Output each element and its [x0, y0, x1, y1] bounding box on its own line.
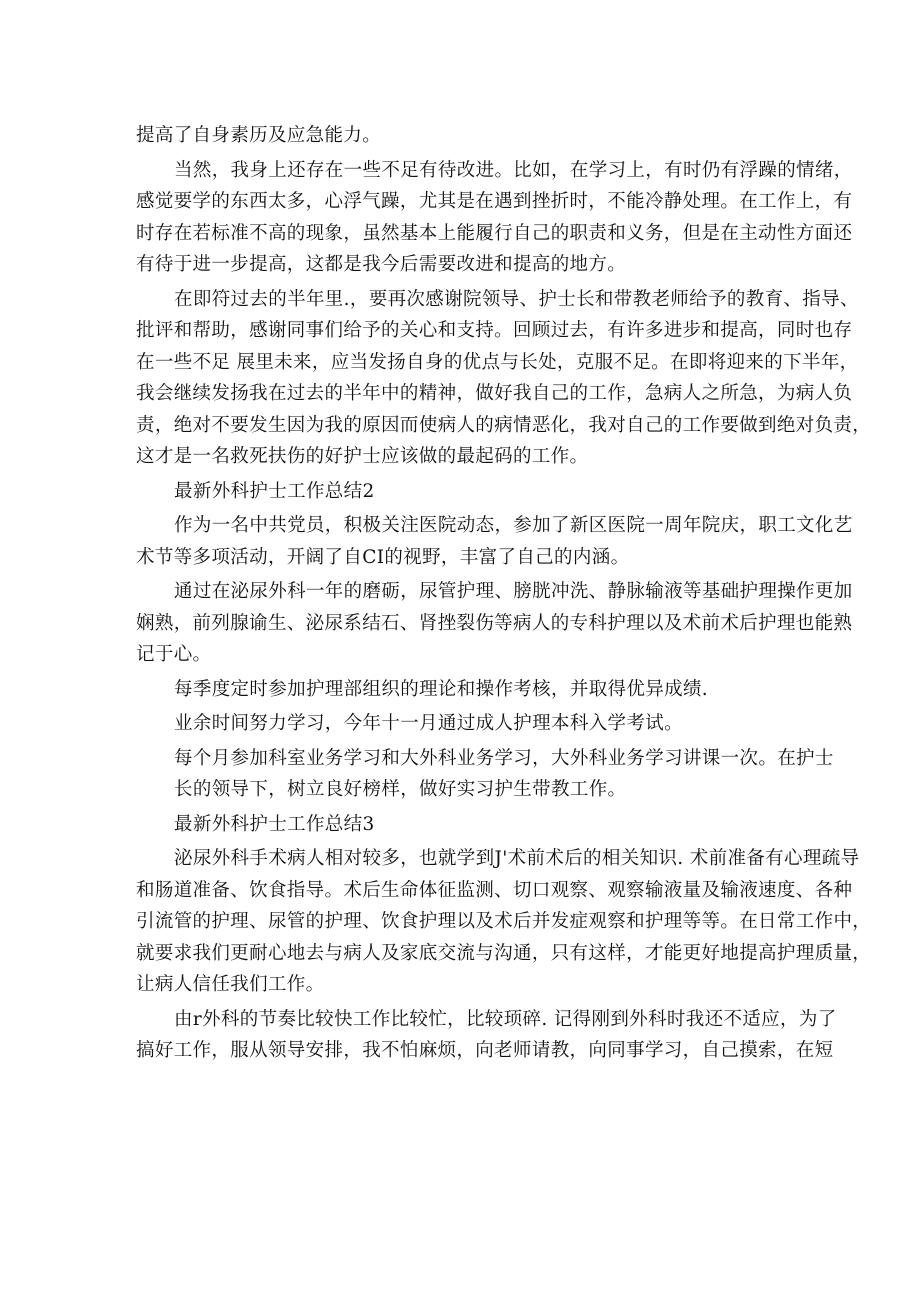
paragraph	[136, 843, 872, 1001]
text-line: 每个月参加科室业务学习和大外科业务学习，大外科业务学习讲课一次。在护士	[174, 747, 834, 769]
text-line: 搞好工作，服从领导安排，我不怕麻烦，向老师请教，向同事学习，自己摸索，在短	[136, 1040, 834, 1061]
text-line: 在一些不足 展里未来，应当发扬自身的优点与长处，克服不足。在即将迎来的下半年，	[136, 351, 859, 373]
text-line: 感觉要学的东西太多，心浮气躁，尤其是在遇到挫折时，不能冷静处理。在工作上，有	[136, 191, 853, 212]
paragraph	[136, 155, 853, 281]
paragraph-gap	[136, 1067, 784, 1070]
text-line: 就要求我们更耐心地去与病人及家底交流与沟通，只有这样，才能更好地提高护理质量，	[136, 942, 872, 964]
text-line: 最新外科护士工作总结3	[174, 813, 375, 835]
text-line: 批评和帮助，感谢同事们给予的关心和支持。回顾过去，有许多进步和提高，同时也存	[136, 320, 853, 341]
paragraph	[136, 576, 853, 671]
text-line: 泌尿外科手术病人相对较多，也就学到J'术前术后的相关知识. 术前准备有心理疏导	[174, 848, 860, 869]
paragraph	[136, 708, 784, 740]
text-line: 长的领导下，树立良好榜样，做好实习护生带教工作。	[174, 779, 627, 800]
text-line: 在即符过去的半年里.，要再次感谢院领导、护士长和带教老师给予的教育、指导、	[174, 288, 859, 310]
text-line: 和肠道准备、饮食指导。术后生命体征监测、切口观察、观察输液量及输液速度、各种	[136, 879, 853, 901]
text-line: 有待于进一步提高，这都是我今后需要改进和提高的地方。	[136, 254, 627, 275]
text-line: 提高了自身素历及应急能力。	[136, 125, 382, 146]
paragraph	[136, 674, 784, 706]
text-line: 业余时间努力学习，今年十一月通过成人护理本科入学考试。	[174, 713, 683, 734]
paragraph	[136, 510, 853, 573]
text-line: 由r外科的节奏比较快工作比较忙，比较顼碎. 记得刚到外科时我还不适应，为了	[174, 1008, 837, 1030]
text-line: 让病人信任我们工作。	[136, 974, 325, 995]
text-line: 每季度定时参加护理部组织的理论和操作考核，并取得优异成绩.	[174, 678, 709, 700]
text-line: 娴熟，前列腺谕生、泌尿系结石、肾挫裂伤等病人的专科护理以及术前术后护理也能熟	[136, 612, 853, 634]
paragraph	[136, 284, 872, 473]
paragraph	[136, 1004, 837, 1067]
text-line: 时存在若标准不高的现象，虽然基本上能履行自己的职责和义务，但是在主动性方面还	[136, 222, 853, 244]
text-line: 我会继续发扬我在过去的半年中的精神，做好我自己的工作，急病人之所急，为病人负	[136, 383, 853, 404]
text-line: 记于心。	[136, 644, 212, 665]
text-line: 责，绝对不要发生因为我的原因而使病人的病情恶化，我对自己的工作要做到绝对负责，	[136, 414, 872, 436]
section-heading	[136, 809, 784, 841]
text-line: 引流管的护理、尿管的护理、饮食护理以及术后并发症观察和护理等等。在日常工作中，	[136, 911, 872, 932]
text-line: 当然，我身上还存在一些不足有待改进。比如，在学习上，有时仍有浮躁的情绪，	[174, 159, 853, 181]
document-page	[136, 120, 872, 1070]
paragraph	[136, 120, 784, 152]
section-heading	[136, 476, 784, 508]
paragraph	[136, 743, 834, 806]
text-line: 通过在泌尿外科一年的磨砺，尿管护理、膀胱冲洗、静脉输液等基础护理操作更加	[174, 581, 853, 602]
text-line: 这才是一名救死扶伤的好护士应该做的最起码的工作。	[136, 446, 589, 467]
text-line: 作为一名中共党员，积极关注医院动态，参加了新区医院一周年院庆，职工文化艺	[174, 515, 853, 536]
text-line: 术节等多项活动，开阔了自CI的视野，丰富了自己的内涵。	[136, 546, 630, 568]
text-line: 最新外科护士工作总结2	[174, 480, 375, 502]
